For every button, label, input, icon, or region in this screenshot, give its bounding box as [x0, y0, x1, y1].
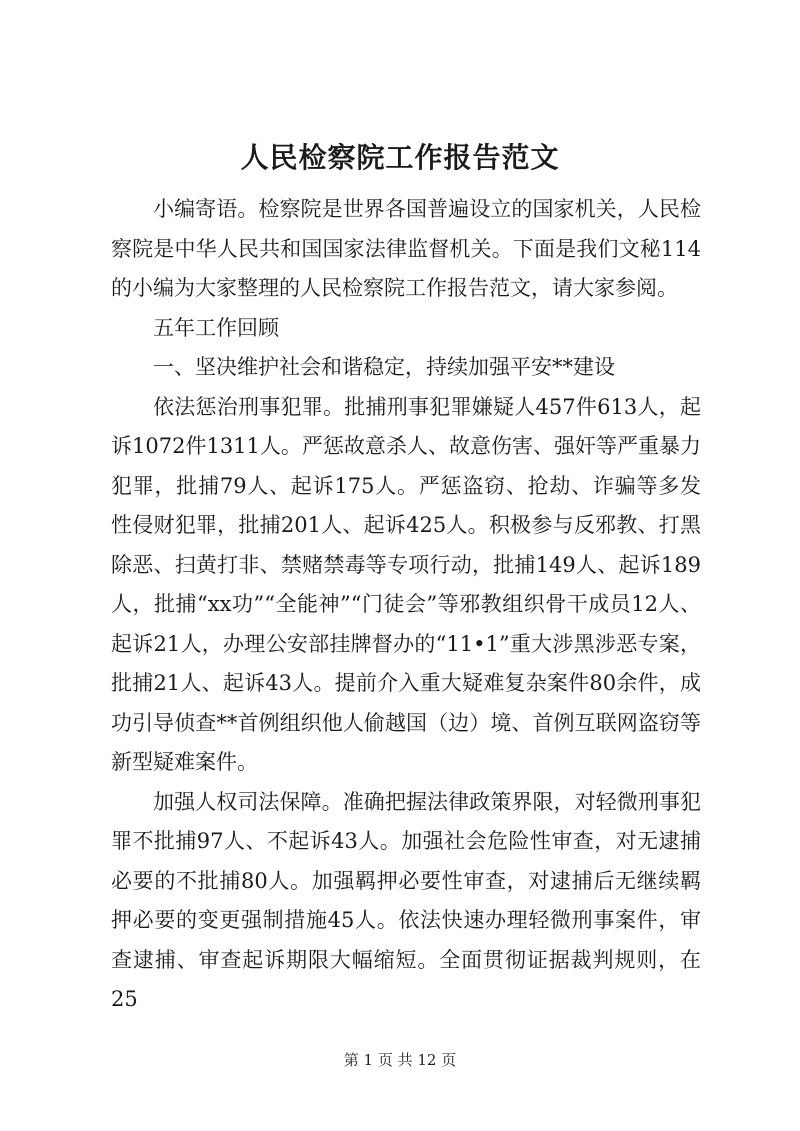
body-paragraph: 依法惩治刑事犯罪。批捕刑事犯罪嫌疑人457件613人，起诉1072件1311人。严惩故意杀人、故意伤害、强奸等严重暴力犯罪，批捕79人、起诉175人。严惩盗窃、抢劫、诈骗等多发性侵财犯罪，批捕201人、起诉425人。积极参与反邪教、打黑除恶、扫黄打非、禁赌禁毒等专项行动，批捕149人、起诉189人，批捕“xx功”“全能神”“门徒会”等邪教组织骨干成员12人、起诉21人，办理公安部挂牌督办的“11•1”重大涉黑涉恶专案，批捕21人、起诉43人。提前介入重大疑难复杂案件80余件，成功引导侦查**首例组织他人偷越国（边）境、首例互联网盗窃等新型疑难案件。	[111, 394, 701, 774]
page-footer	[0, 1050, 800, 1070]
section-heading: 五年工作回顾	[153, 315, 279, 340]
document-body	[111, 190, 701, 1020]
page-number: 第 1 页 共 12 页	[343, 1051, 457, 1069]
intro-paragraph: 小编寄语。检察院是世界各国普遍设立的国家机关，人民检察院是中华人民共和国国家法律监督机关。下面是我们文秘114的小编为大家整理的人民检察院工作报告范文，请大家参阅。	[111, 197, 701, 300]
body-paragraph: 加强人权司法保障。准确把握法律政策界限，对轻微刑事犯罪不批捕97人、不起诉43人。加强社会危险性审查，对无逮捕必要的不批捕80人。加强羁押必要性审查，对逮捕后无继续羁押必要的变更强制措施45人。依法快速办理轻微刑事案件，审查逮捕、审查起诉期限大幅缩短。全面贯彻证据裁判规则，在25	[111, 789, 701, 1011]
document-title: 人民检察院工作报告范文	[240, 141, 560, 174]
subsection-heading: 一、坚决维护社会和谐稳定，持续加强平安**建设	[153, 355, 615, 379]
